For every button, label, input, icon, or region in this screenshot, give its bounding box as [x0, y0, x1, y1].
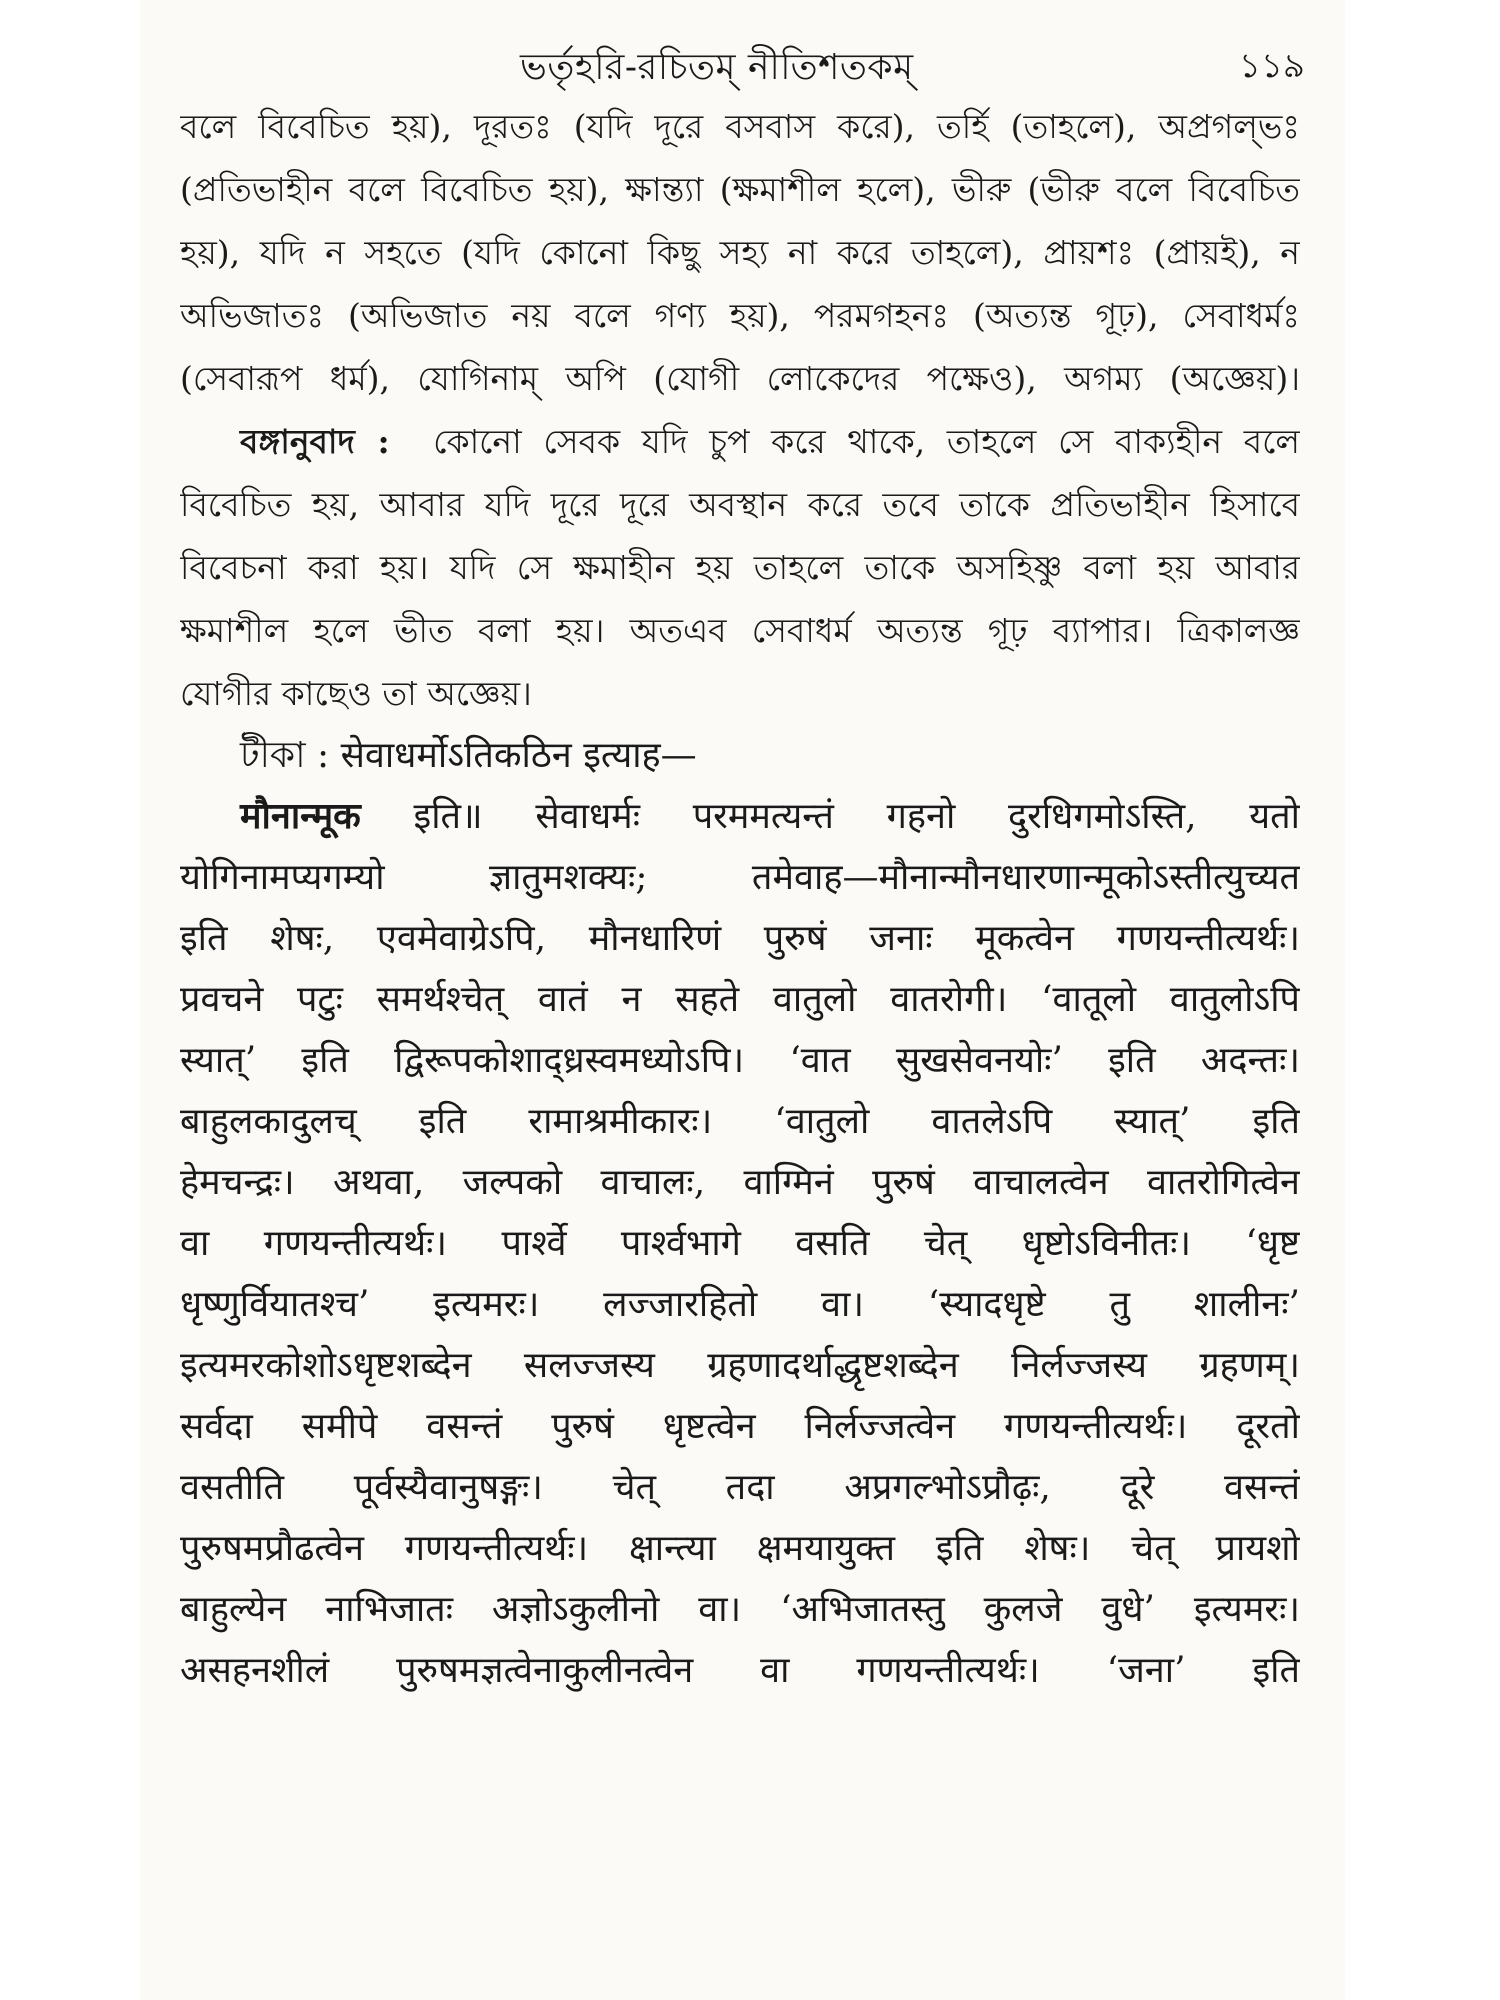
bengali-word-gloss	[180, 95, 1300, 410]
translation-first-line	[180, 410, 1300, 473]
text-line: बाहुल्येन नाभिजातः अज्ञोऽकुलीनो वा। ‘अभिजातस्तु कुलजे वुधे’ इत्यमरः।	[180, 1589, 1300, 1630]
text-line: हेमचन्द्रः। अथवा, जल्पको वाचालः, वाग्मिनं पुरुषं वाचालत्वेन वातरोगित्वेन	[180, 1162, 1300, 1203]
translation-label: বঙ্গানুবাদ :	[240, 422, 390, 461]
sanskrit-commentary	[180, 725, 1300, 1701]
page-header	[140, 22, 1345, 102]
text-line: इति शेषः, एवमेवाग्रेऽपि, मौनधारिणं पुरुषं जनाः मूकत्वेन गणयन्तीत्यर्थः।	[180, 918, 1300, 959]
book-page	[140, 0, 1345, 2000]
bengali-translation	[180, 410, 1300, 725]
text-line: पुरुषमप्रौढत्वेन गणयन्तीत्यर्थः। क्षान्त्या क्षमयायुक्त इति शेषः। चेत् प्रायशो	[180, 1528, 1300, 1569]
text-line: सर्वदा समीपे वसन्तं पुरुषं धृष्टत्वेन निर्लज्जत्वेन गणयन्तीत्यर्थः। दूरतो	[180, 1406, 1300, 1447]
text-line: असहनशीलं पुरुषमज्ञत्वेनाकुलीनत्वेन वा गणयन्तीत्यर्थः। ‘जना’ इति	[180, 1650, 1300, 1691]
text-line: (প্রতিভাহীন বলে বিবেচিত হয়), ক্ষান্ত্যা (ক্ষমাশীল হলে), ভীরু (ভীরু বলে বিবেচিত	[180, 170, 1300, 209]
text-line: धृष्णुर्वियातश्च’ इत्यमरः। लज्जारहितो वा। ‘स्यादधृष्टे तु शालीनः’	[180, 1284, 1300, 1325]
text-line: इत्यमरकोशोऽधृष्टशब्देन सलज्जस्य ग्रहणादर्थाद्धृष्टशब्देन निर्लज्जस्य ग्रहणम्।	[180, 1345, 1300, 1386]
text-line: বলে বিবেচিত হয়), দূরতঃ (যদি দূরে বসবাস করে), তর্হি (তাহলে), অপ্রগল্ভঃ	[180, 107, 1300, 146]
translation-text: কোনো সেবক যদি চুপ করে থাকে, তাহলে সে বাক্যহীন বলে	[433, 422, 1300, 461]
text-line: प्रवचने पटुः समर्थश्चेत् वातं न सहते वातुलो वातरोगी। ‘वातूलो वातुलोऽपि	[180, 979, 1300, 1020]
tika-lead-word: मौनान्मूक	[240, 795, 361, 837]
text-line: অভিজাতঃ (অভিজাত নয় বলে গণ্য হয়), পরমগহনঃ (অত্যন্ত গূঢ়), সেবাধর্মঃ	[180, 296, 1300, 335]
tika-first-line	[180, 786, 1300, 847]
tika-heading-line	[180, 725, 1300, 786]
tika-first-line-text: इति॥ सेवाधर्मः परममत्यन्तं गहनो दुरधिगमोऽस्ति, यतो	[413, 796, 1300, 837]
tika-label: টীকা :	[240, 735, 330, 776]
tika-intro: सेवाधर्मोऽतिकठिन इत्याह—	[340, 735, 697, 776]
text-line: स्यात्’ इति द्विरूपकोशाद्ध्रस्वमध्योऽपि। ‘वात सुखसेवनयोः’ इति अदन्तः।	[180, 1040, 1300, 1081]
text-line: वसतीति पूर्वस्यैवानुषङ्गः। चेत् तदा अप्रगल्भोऽप्रौढ़ः, दूरे वसन्तं	[180, 1467, 1300, 1508]
text-line: যোগীর কাছেও তা অজ্ঞেয়।	[180, 674, 532, 713]
text-line: বিবেচনা করা হয়। যদি সে ক্ষমাহীন হয় তাহলে তাকে অসহিষ্ণু বলা হয় আবার	[180, 548, 1300, 587]
text-line: योगिनामप्यगम्यो ज्ञातुमशक्यः; तमेवाह—मौनान्मौनधारणान्मूकोऽस्तीत्युच्यत	[180, 857, 1300, 898]
text-line: वा गणयन्तीत्यर्थः। पार्श्वे पार्श्वभागे वसति चेत् धृष्टोऽविनीतः। ‘धृष्ट	[180, 1223, 1300, 1264]
text-line: (সেবারূপ ধর্ম), যোগিনাম্ অপি (যোগী লোকেদের পক্ষেও), অগম্য (অজ্ঞেয়)।	[180, 359, 1300, 398]
page-number: ১১৯	[1238, 46, 1305, 86]
running-title: ভর্তৃহরি-রচিতম্ নীতিশতকম্	[520, 47, 914, 88]
text-line: बाहुलकादुलच् इति रामाश्रमीकारः। ‘वातुलो वातलेऽपि स्यात्’ इति	[180, 1101, 1300, 1142]
text-line: হয়), যদি ন সহতে (যদি কোনো কিছু সহ্য না করে তাহলে), প্রায়শঃ (প্রায়ই), ন	[180, 233, 1300, 272]
text-line: ক্ষমাশীল হলে ভীত বলা হয়। অতএব সেবাধর্ম অত্যন্ত গূঢ় ব্যাপার। ত্রিকালজ্ঞ	[180, 611, 1300, 650]
text-line: বিবেচিত হয়, আবার যদি দূরে দূরে অবস্থান করে তবে তাকে প্রতিভাহীন হিসাবে	[180, 485, 1300, 524]
page-body	[180, 95, 1300, 1701]
